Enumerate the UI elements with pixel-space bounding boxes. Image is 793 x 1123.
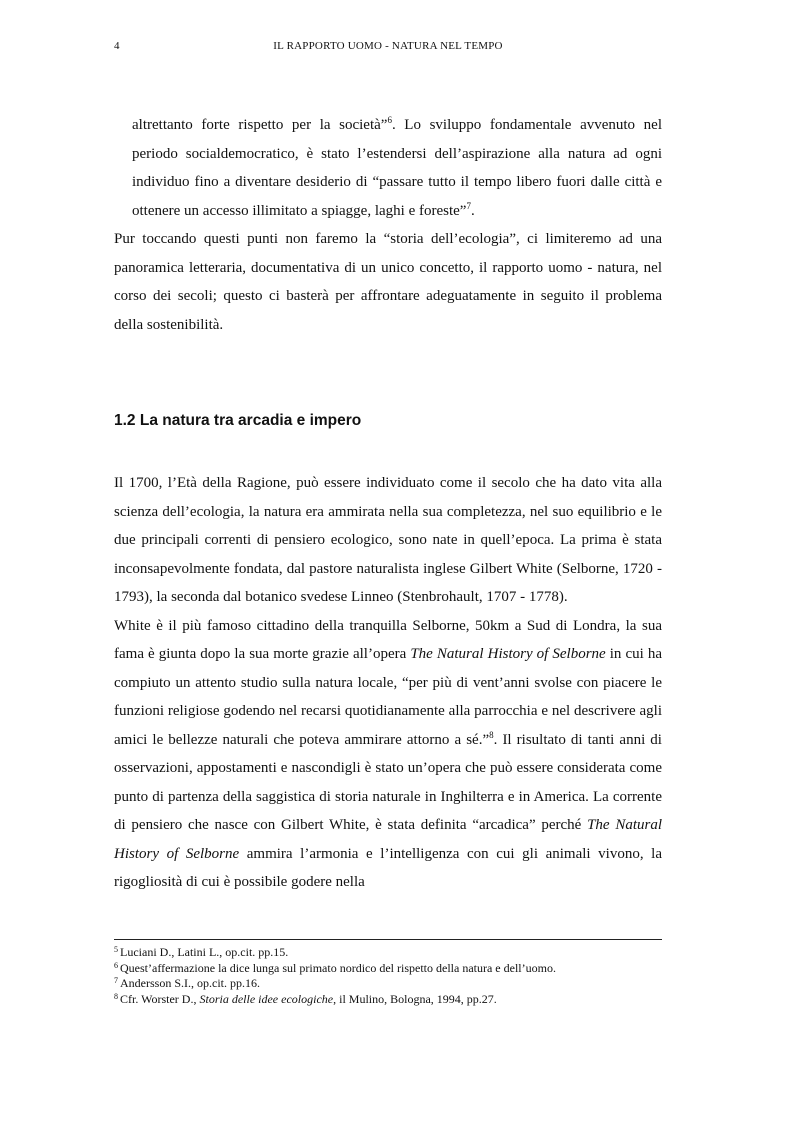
page-number: 4: [114, 40, 120, 52]
main-text-top: [114, 111, 662, 339]
footnote-8: $^8$ Cfr. Worster D., Storia delle idee ecologiche, il Mulino, Bologna, 1994, pp.27.: [114, 991, 497, 1006]
book-title: Storia delle idee ecologiche: [199, 991, 334, 1006]
page-header: [114, 40, 662, 56]
footnote-7: $^7$ Andersson S.I., op.cit. pp.16.: [114, 976, 260, 990]
footnote-ref-6[interactable]: 6: [387, 115, 392, 125]
book-title: The Natural History of Selborne: [114, 817, 663, 862]
book-title: The Natural History of Selborne: [410, 646, 606, 662]
footnote-5: $^5$ Luciani D., Latini L., op.cit. pp.15.: [114, 945, 289, 959]
main-text-bottom: [114, 469, 662, 897]
section-heading: 1.2 La natura tra arcadia e impero: [114, 412, 362, 429]
running-title: IL RAPPORTO UOMO - NATURA NEL TEMPO: [273, 40, 503, 52]
footnotes: [114, 945, 662, 1007]
block-quote: altrettanto forte rispetto per la società”$^6$. Lo sviluppo fondamentale avvenuto nel periodo socialdemocratico, è stato l’estendersi dell’aspirazione alla natura ad ogni individuo fino a diventare desiderio di “passare tutto il tempo libero fuori dalle città e ottenere un accesso illimitato a spiagge, laghi e foreste”$^7$.: [132, 115, 662, 219]
footnote-ref-8[interactable]: 8: [489, 729, 494, 740]
paragraph-ecology-history: Pur toccando questi punti non faremo la “storia dell’ecologia”, ci limiteremo ad una panoramica letteraria, documentativa di un unico concetto, il rapporto uomo - natura, nel corso dei secoli; questo ci basterà per affrontare adeguatamente in seguito il problema della sostenibilità.: [114, 231, 662, 333]
paragraph-gilbert-white: White è il più famoso cittadino della tranquilla Selborne, 50km a Sud di Londra, la sua fama è giunta dopo la sua morte grazie all’opera The Natural History of Selborne in cui ha compiuto un attento studio sulla natura locale, “per più di vent’anni svolse con piacere le funzioni religiose godendo nel recarsi quotidianamente alla parrocchia e nel descrivere agli amici le bellezze naturali che poteva ammirare attorno a sé.”$^8$. Il risultato di tanti anni di osservazioni, appostamenti e nascondigli è stato un’opera che può essere considerata come punto di partenza della saggistica di storia naturale in Inghilterra e in America. La corrente di pensiero che nasce con Gilbert White, è stata definita “arcadica” perché The Natural History of Selborne ammira l’armonia e l’intelligenza con cui gli animali vivono, la rigogliosità di cui è possibile godere nella: [114, 617, 663, 890]
paragraph-age-of-reason: Il 1700, l’Età della Ragione, può essere individuato come il secolo che ha dato vita alla scienza dell’ecologia, la natura era ammirata nella sua completezza, nel suo equilibrio e le due principali correnti di pensiero ecologico, sono nate in quell’epoca. La prima è stata inconsapevolmente fondata, dal pastore naturalista inglese Gilbert White (Selborne, 1720 - 1793), la seconda dal botanico svedese Linneo (Stenbrohault, 1707 - 1778).: [114, 475, 662, 605]
footnote-separator: [114, 939, 662, 940]
footnote-ref-7[interactable]: 7: [466, 200, 471, 211]
footnote-6: $^6$ Quest’affermazione la dice lunga sul primato nordico del rispetto della natura e dell’uomo.: [114, 960, 556, 975]
